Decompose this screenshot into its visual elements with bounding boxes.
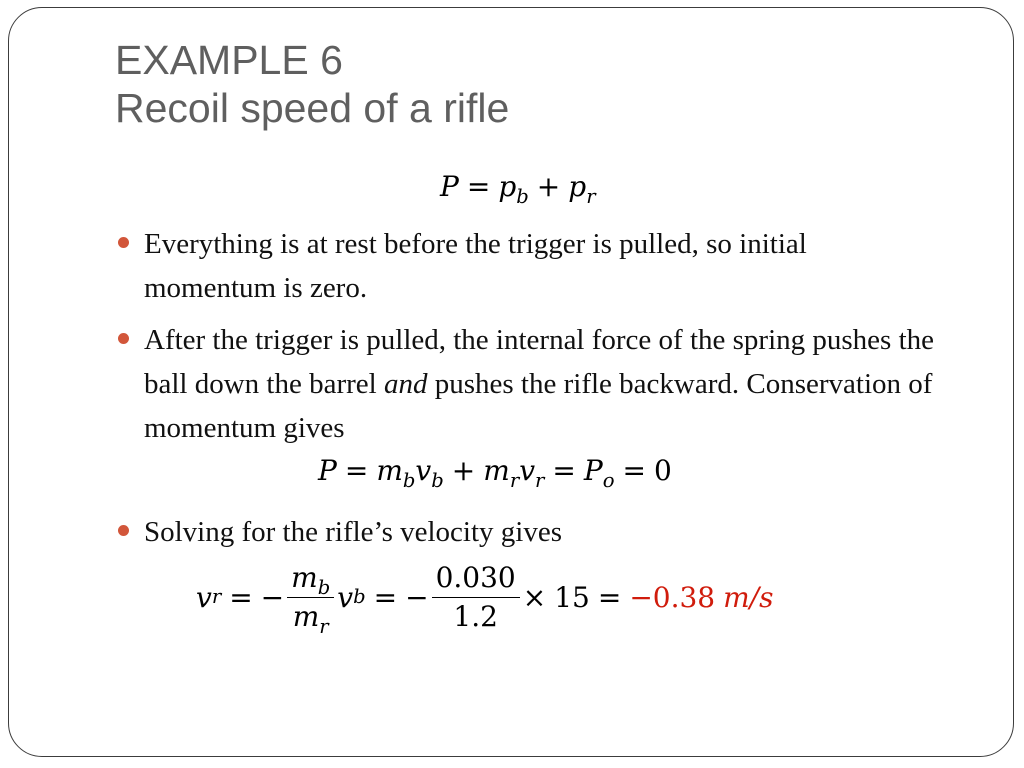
eq2-sub-o: o bbox=[602, 468, 615, 492]
eq2-v-b: v bbox=[415, 454, 432, 487]
bullet-2-text-end: pushes the rifle backward. Conservation of momentum gives bbox=[144, 368, 933, 444]
mass-ratio-fraction bbox=[287, 559, 334, 636]
title-line-2: Recoil speed of a rifle bbox=[115, 85, 510, 131]
eq2-m-b: m bbox=[376, 454, 403, 487]
bullet-1-line-2: momentum is zero. bbox=[144, 272, 368, 304]
eq1-p-r: p bbox=[568, 170, 587, 203]
conservation-equation bbox=[318, 454, 672, 492]
eq2-P: P bbox=[318, 454, 337, 487]
eq3-m-b: m bbox=[291, 560, 318, 594]
eq2-sub-b-1: b bbox=[402, 468, 416, 492]
eq2-sub-r-1: r bbox=[509, 468, 520, 492]
eq2-v-r: v bbox=[519, 454, 536, 487]
momentum-sum-equation bbox=[440, 170, 596, 208]
eq3-minus-1: − bbox=[260, 580, 285, 614]
eq2-equals-2: = bbox=[552, 454, 576, 487]
eq3-sub-b: b bbox=[317, 575, 331, 599]
eq1-sub-r: r bbox=[586, 184, 596, 208]
eq2-sub-b-2: b bbox=[431, 468, 444, 492]
eq3-equals-3: = bbox=[597, 580, 622, 614]
bullet-2-text-start: After the trigger is pulled, the internal force of the spring pushes the ball down the barrel bbox=[144, 324, 935, 400]
eq2-sub-r-2: r bbox=[535, 468, 545, 492]
eq3-m-r: m bbox=[292, 599, 320, 633]
eq3-v-b: v bbox=[337, 580, 354, 614]
eq3-equals-1: = bbox=[229, 580, 253, 614]
eq1-plus: + bbox=[536, 170, 561, 203]
bullet-item-solving bbox=[114, 510, 934, 554]
eq3-equals-2: = bbox=[373, 580, 398, 614]
eq1-sub-b: b bbox=[516, 184, 529, 208]
eq2-equals-3: = bbox=[622, 454, 646, 487]
eq2-equals-1: = bbox=[344, 454, 369, 487]
recoil-velocity-equation: v r = − $\frac{m_b}{m_r}$ v b = − $\frac{0.030}{1.2}$ × 15 = −0.38 m/s bbox=[196, 560, 774, 638]
bullet-list bbox=[114, 222, 934, 554]
eq3-v-r: v bbox=[196, 580, 212, 614]
bullet-1-line-1: Everything is at rest before the trigger is pulled, so initial bbox=[144, 228, 807, 260]
numeric-fraction bbox=[432, 559, 520, 636]
mass-ratio-denominator bbox=[287, 598, 334, 636]
numeric-denominator: 1.2 bbox=[453, 599, 498, 633]
eq2-P-o: P bbox=[583, 454, 603, 487]
numeric-numerator: 0.030 bbox=[432, 559, 520, 598]
bullet-3-text: Solving for the rifle’s velocity gives bbox=[144, 516, 563, 548]
mass-ratio-numerator bbox=[287, 559, 334, 598]
eq2-zero: 0 bbox=[653, 454, 672, 487]
eq1-p-b: p bbox=[498, 170, 517, 203]
eq3-minus-2: − bbox=[405, 580, 429, 614]
result-value: −0.38 bbox=[629, 580, 716, 614]
eq2-m-r: m bbox=[483, 454, 510, 487]
bullet-dot-icon bbox=[118, 525, 129, 536]
eq3-fifteen: 15 bbox=[554, 580, 590, 614]
bullet-2-italic: and bbox=[383, 368, 428, 400]
title-line-1: EXAMPLE 6 bbox=[115, 37, 343, 83]
bullet-dot-icon bbox=[118, 333, 129, 344]
bullet-item-rest bbox=[114, 222, 934, 310]
slide-title bbox=[115, 36, 509, 132]
eq3-sub-r-den: r bbox=[319, 614, 329, 638]
bullet-item-trigger bbox=[114, 318, 934, 450]
eq1-P: P bbox=[440, 170, 459, 203]
result-unit: m/s bbox=[723, 580, 774, 614]
bullet-dot-icon bbox=[118, 237, 129, 248]
eq3-times: × bbox=[522, 580, 547, 614]
eq2-plus: + bbox=[451, 454, 476, 487]
eq1-equals: = bbox=[466, 170, 491, 203]
